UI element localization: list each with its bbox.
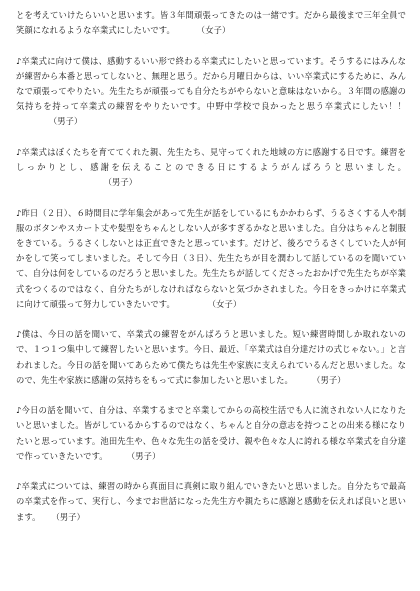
comment-author: （女子） bbox=[207, 298, 242, 309]
comment-text: ♪昨日（２日）、６時間目に学年集会があって先生が話をしているにもかかわらず、うるさくする人や制服のボタンやスカート丈や髪型をちゃんとしない人が多すぎるかなと思いました。自分はちゃんと制服をきている。うるさくしないとは正直できたと思っています。だけど、後ろでうるさくしていた人が何かをして笑ってしまいました。そして今日（３日）、先生たちが目を潤わして話しているのを聞いていて、自分は何をしているのだろうと思いました。先生たちが話してくださったおかげで先生たちが卒業式をつくるのではなく、自分たちがしなければならないと気づかされました。今日をきっかけに卒業式に向けて頑張って努力していきたいです。 bbox=[16, 207, 406, 309]
comment-author: （男子） bbox=[51, 511, 86, 522]
comment-text: ♪卒業式に向けて僕は、感動するいい形で終わる卒業式にしたいと思っています。そうするにはみんなが練習から本番と思ってしないと、無理と思う。だから月曜日からは、いい卒業式にするために、みんなで頑張ってやりたい。先生たちが頑張っても自分たちがやらないと意味はないから。３年間の感謝の気持ちを持って卒業式の練習をやりたいです。中野中学校で良かったと思う卒業式にしたい！！ bbox=[16, 55, 406, 112]
comment-entry bbox=[16, 479, 406, 525]
comment-text: ♪今日の話を聞いて、自分は、卒業するまでと卒業してからの高校生活でも人に流されない人になりたいと思いました。皆がしているからするのではなく、ちゃんと自分の意志を持つことの出来る様になりたいと思っています。池田先生や、色々な先生の話を受け、親や色々な人に誇れる様な卒業式を自分達で作っていきたいです。 bbox=[16, 405, 406, 461]
comment-entry bbox=[16, 145, 406, 191]
comment-entry bbox=[16, 327, 406, 388]
comment-author: （男子） bbox=[103, 177, 138, 188]
comment-author: （男子） bbox=[126, 450, 161, 461]
comment-author: （男子） bbox=[312, 374, 346, 385]
comment-text: ♪卒業式については、練習の時から真面目に真剣に取り組んでいきたいと思いました。自分たちで最高の卒業式を作って、実行し、今までお世話になった先生方や親たちに感謝と感動を伝えれば良いと思います。 bbox=[16, 481, 406, 522]
comment-text: ♪卒業式はぼくたちを育ててくれた親、先生たち、見守ってくれた地域の方に感謝する日です。練習をしっかりとし、感謝を伝えることのできる日にするようがんばろうと思いました。 bbox=[16, 146, 406, 172]
comment-text: とを考えていけたらいいと思います。皆３年間頑張ってきたのは一緒です。だから最後まで三年全員で笑顔になれるような卒業式にしたいです。 bbox=[16, 10, 406, 36]
comment-entry bbox=[16, 206, 406, 312]
comment-entry bbox=[16, 54, 406, 130]
document-page bbox=[16, 8, 406, 540]
comment-author: （女子） bbox=[196, 25, 231, 36]
comment-author: （男子） bbox=[48, 116, 83, 127]
comment-entry bbox=[16, 8, 406, 38]
comment-text: ♪僕は、今日の話を聞いて、卒業式の練習をがんばろうと思いました。短い練習時間しか取れないので、１つ１つ集中して練習したいと思います。今日、最近、「卒業式は自分達だけの式じゃない。」と言われました。今日の話を聞いてあらためて僕たちは先生や家族に支えられているんだと思いました。なので、先生や家族に感謝の気持ちをもって式に参加したいと思いました。 bbox=[16, 329, 406, 385]
comment-entry bbox=[16, 403, 406, 464]
